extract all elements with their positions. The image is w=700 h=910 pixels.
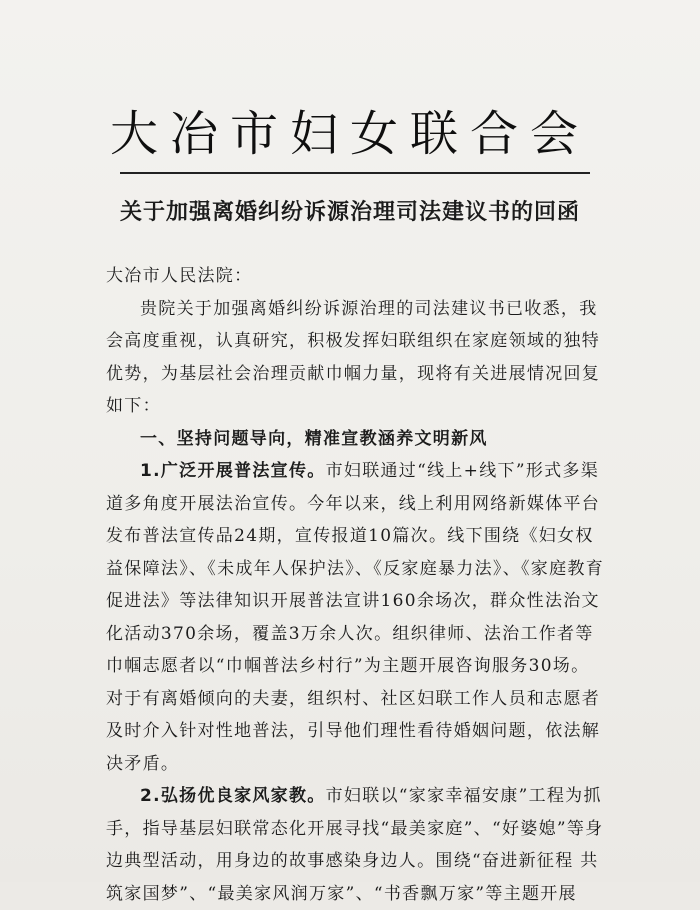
item-1-paragraph [106,455,604,780]
item-2-paragraph [106,780,604,910]
document-title: 关于加强离婚纠纷诉源治理司法建议书的回函 [119,200,580,225]
intro-paragraph: 贵院关于加强离婚纠纷诉源治理的司法建议书已收悉，我会高度重视，认真研究，积极发挥妇联组织在家庭领域的独特优势，为基层社会治理贡献巾帼力量，现将有关进展情况回复如下： [106,298,601,416]
section-heading: 一、坚持问题导向，精准宣教涵养文明新风 [140,428,488,449]
letterhead-organization: 大冶市妇女联合会 [109,106,590,162]
item-2-text: 市妇联以“家家幸福安康”工程为抓手，指导基层妇联常态化开展寻找“最美家庭”、“好婆媳”等身边典型活动，用身边的故事感染身边人。围绕“奋进新征程 共筑家国梦”、“最美家风润万家”、“书香飘万家”等主题开展 [106,786,604,904]
document-body [106,260,604,910]
item-1-label: 1.广泛开展普法宣传。 [140,461,326,481]
item-1-text: 市妇联通过“线上+线下”形式多渠道多角度开展法治宣传。今年以来，线上利用网络新媒体平台发布普法宣传品24期，宣传报道10篇次。线下围绕《妇女权益保障法》、《未成年人保护法》、《反家庭暴力法》、《家庭教育促进法》等法律知识开展普法宣讲160余场次，群众性法治文化活动370余场，覆盖3万余人次。组织律师、法治工作者等巾帼志愿者以“巾帼普法乡村行”为主题开展咨询服务30场。对于有离婚倾向的夫妻，组织村、社区妇联工作人员和志愿者及时介入针对性地普法，引导他们理性看待婚姻问题，依法解决矛盾。 [106,461,604,774]
letterhead-rule [120,172,590,174]
salutation: 大冶市人民法院： [106,266,253,286]
item-2-label: 2.弘扬优良家风家教。 [140,786,326,806]
